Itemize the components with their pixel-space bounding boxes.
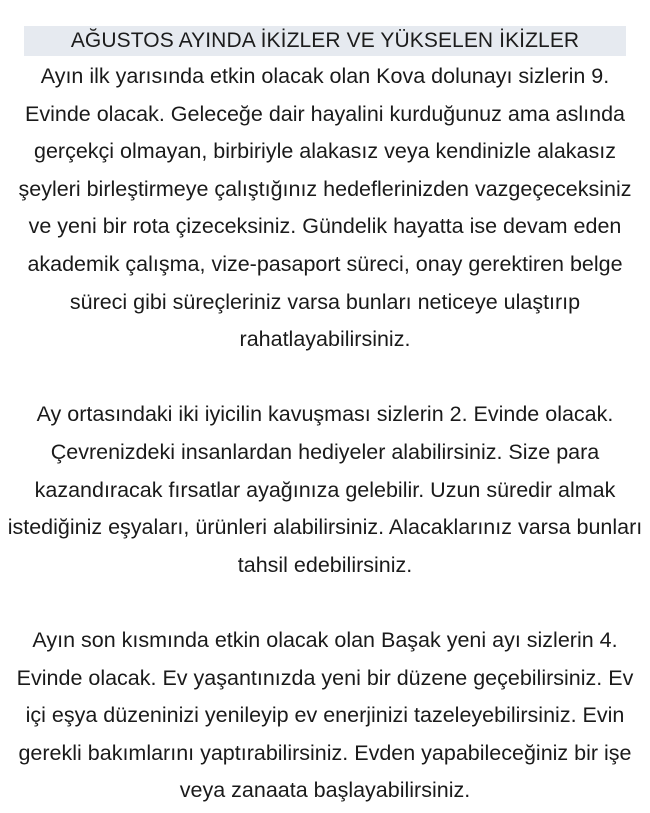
paragraph-iyicil-kavusmasi: Ay ortasındaki iki iyicilin kavuşması sizlerin 2. Evinde olacak. Çevrenizdeki insanlardan hediyeler alabilirsiniz. Size para kazandıracak fırsatlar ayağınıza gelebilir. Uzun süredir almak istediğiniz eşyaları, ürünleri alabilirsiniz. Alacaklarınız varsa bunları tahsil edebilirsiniz. <box>7 402 643 577</box>
paragraph-basak-yeni-ayi: Ayın son kısmında etkin olacak olan Başak yeni ayı sizlerin 4. Evinde olacak. Ev yaşantınızda yeni bir düzene geçebilirsiniz. Ev içi eşya düzeninizi yenileyip ev enerjinizi tazeleyebilirsiniz. Evin gerekli bakımlarını yaptırabilirsiniz. Evden yapabileceğiniz bir işe veya zanaata başlayabilirsiniz. <box>16 627 634 803</box>
paragraph-kova-dolunayi: Ayın ilk yarısında etkin olacak olan Kova dolunayı sizlerin 9. Evinde olacak. Geleceğe dair hayalini kurduğunuz ama aslında gerçekçi olmayan, birbiriyle alakasız veya kendinizle alakasız şeyleri birleştirmeye çalıştığınız hedeflerinizden vazgeçeceksiniz ve yeni bir rota çizeceksiniz. Gündelik hayatta ise devam eden akademik çalışma, vize-pasaport süreci, onay gerektiren belge süreci gibi süreçleriniz varsa bunları neticeye ulaştırıp rahatlayabilirsiniz. <box>18 64 632 352</box>
article-body <box>0 58 650 810</box>
section-title: AĞUSTOS AYINDA İKİZLER VE YÜKSELEN İKİZLER <box>24 26 626 56</box>
